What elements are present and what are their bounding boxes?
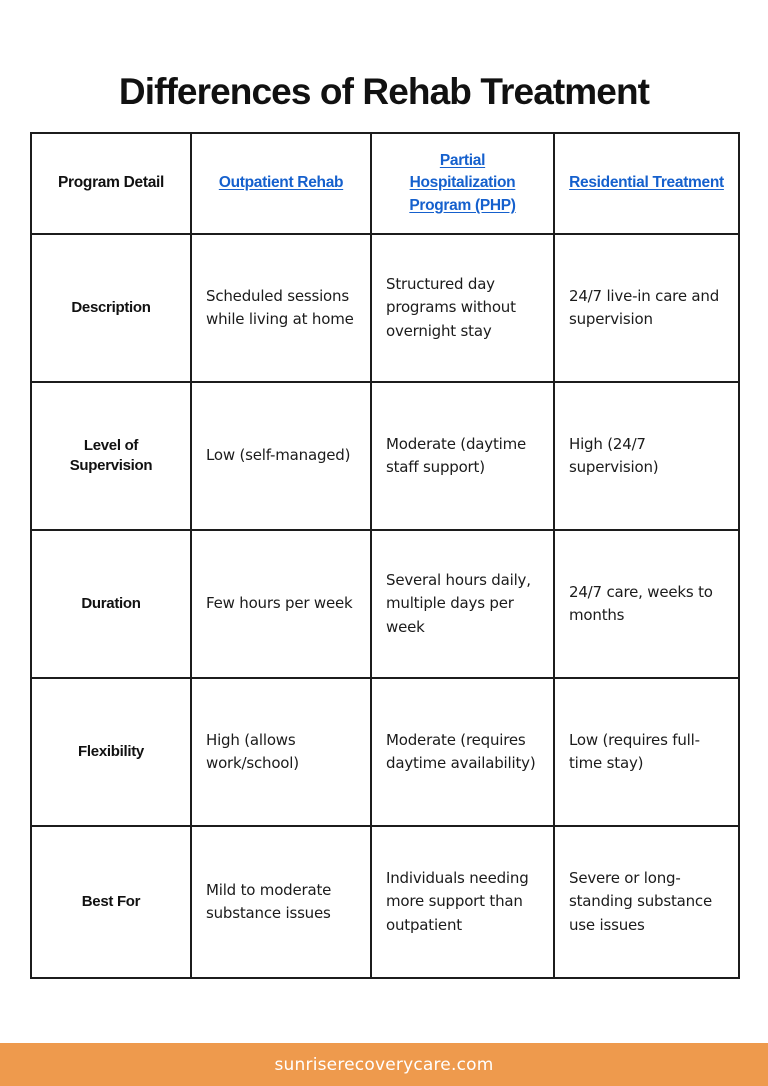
cell-value: Moderate (daytime staff support)	[386, 434, 527, 476]
column-header-label: Program Detail	[57, 174, 165, 192]
cell-php	[371, 678, 554, 826]
header-cell-residential-treatment[interactable]	[554, 133, 739, 234]
row-label-cell	[31, 678, 191, 826]
row-label-cell	[31, 826, 191, 978]
row-label-cell	[31, 530, 191, 678]
table-row	[31, 530, 739, 678]
row-label: Duration	[81, 594, 141, 612]
row-label: Description	[71, 298, 151, 316]
cell-outpatient	[191, 530, 371, 678]
cell-value: Low (self-managed)	[206, 446, 351, 465]
header-cell-program-detail	[31, 133, 191, 234]
cell-php	[371, 234, 554, 382]
cell-residential	[554, 530, 739, 678]
cell-outpatient	[191, 234, 371, 382]
cell-outpatient	[191, 678, 371, 826]
comparison-table-container	[30, 132, 738, 979]
cell-value: Scheduled sessions while living at home	[206, 286, 354, 328]
cell-value: 24/7 care, weeks to months	[569, 582, 713, 624]
cell-value: High (allows work/school)	[206, 730, 299, 772]
cell-value: 24/7 live-in care and supervision	[569, 286, 720, 328]
cell-value: Structured day programs without overnight stay	[386, 275, 516, 340]
cell-outpatient	[191, 382, 371, 530]
table-row	[31, 234, 739, 382]
column-header-link-residential-treatment[interactable]: Residential Treatment	[569, 174, 724, 192]
cell-value: Individuals needing more support than outpatient	[386, 869, 529, 934]
footer-bar	[0, 1043, 768, 1086]
cell-residential	[554, 826, 739, 978]
row-label: Best For	[81, 892, 141, 910]
column-header-link-outpatient-rehab[interactable]: Outpatient Rehab	[218, 174, 344, 192]
footer-website-text: sunriserecoverycare.com	[274, 1054, 494, 1075]
row-label-cell	[31, 234, 191, 382]
row-label: Level of Supervision	[69, 436, 153, 474]
cell-value: Mild to moderate substance issues	[206, 880, 332, 922]
table-row	[31, 678, 739, 826]
cell-residential	[554, 234, 739, 382]
page-title: Differences of Rehab Treatment	[118, 70, 650, 112]
cell-php	[371, 382, 554, 530]
cell-php	[371, 530, 554, 678]
column-header-link-partial-hospitalization-program[interactable]: Partial Hospitalization Program (PHP)	[409, 151, 516, 214]
table-row	[31, 382, 739, 530]
row-label-cell	[31, 382, 191, 530]
cell-outpatient	[191, 826, 371, 978]
row-label: Flexibility	[78, 742, 144, 760]
cell-php	[371, 826, 554, 978]
cell-value: Low (requires full-time stay)	[569, 730, 700, 772]
header-cell-outpatient-rehab[interactable]	[191, 133, 371, 234]
comparison-table	[30, 132, 740, 979]
cell-value: Few hours per week	[206, 594, 353, 613]
header-cell-partial-hospitalization-program[interactable]	[371, 133, 554, 234]
table-row	[31, 826, 739, 978]
cell-residential	[554, 678, 739, 826]
table-header-row	[31, 133, 739, 234]
cell-value: Severe or long-standing substance use issues	[569, 869, 712, 934]
cell-value: High (24/7 supervision)	[569, 434, 659, 476]
cell-value: Moderate (requires daytime availability)	[386, 730, 536, 772]
cell-residential	[554, 382, 739, 530]
cell-value: Several hours daily, multiple days per week	[386, 571, 531, 636]
